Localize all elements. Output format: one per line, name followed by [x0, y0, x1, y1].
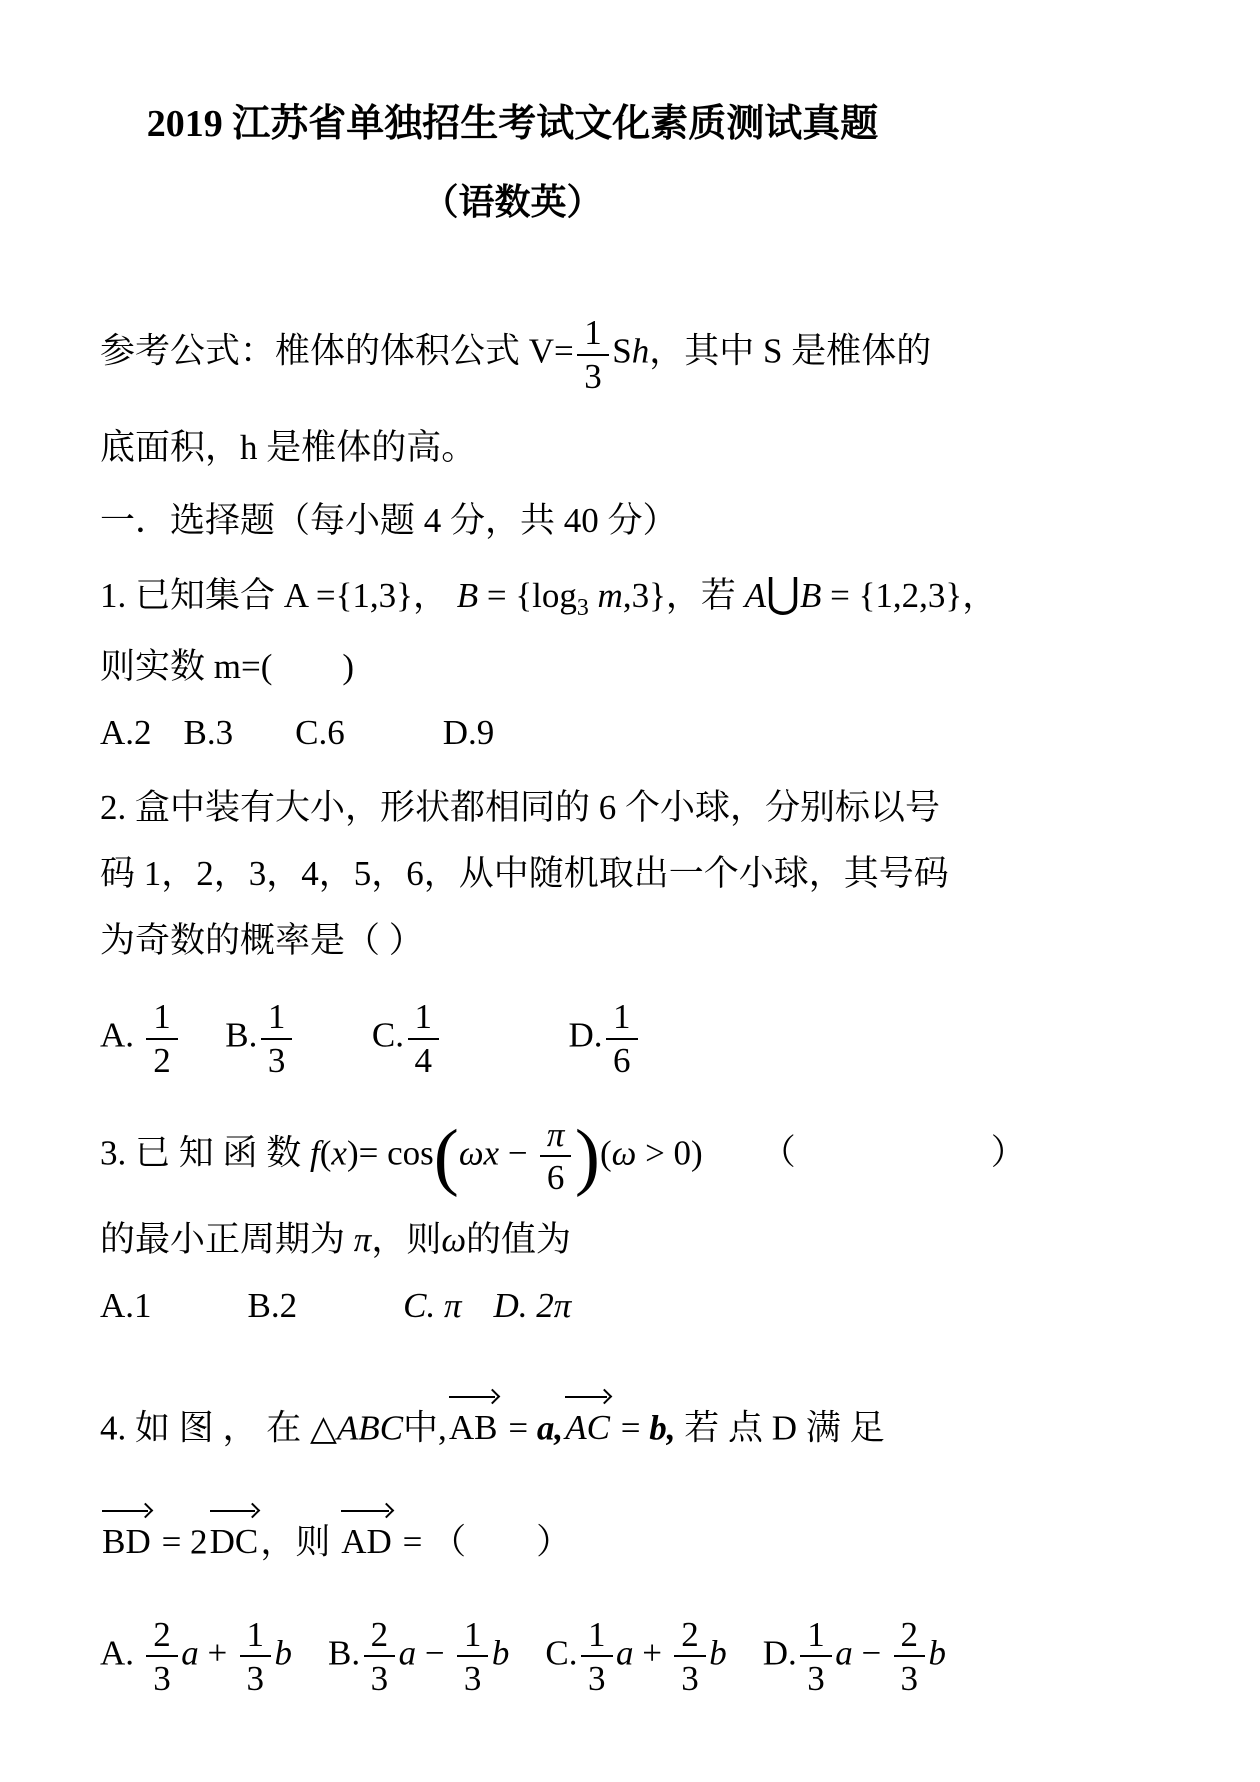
q1-set2: {1,2,3}	[858, 576, 963, 616]
q1-log: {log	[515, 576, 577, 616]
vector-arrow-icon	[341, 1504, 392, 1517]
option-label: B.	[225, 1015, 258, 1055]
fraction: $\frac{1}{4}$	[408, 997, 440, 1080]
q3-equals-cos: )= cos	[346, 1133, 434, 1173]
option-label: D.	[568, 1015, 603, 1055]
operator: +	[198, 1633, 237, 1673]
q4-text: 4. 如 图 ， 在	[100, 1408, 311, 1448]
vector-arrow-icon	[565, 1390, 610, 1403]
vector-a: a	[835, 1633, 853, 1673]
fraction: $\frac{1}{6}$	[606, 997, 638, 1080]
q1-var-m: m	[588, 576, 623, 616]
answer-paren-open: （	[760, 1133, 796, 1173]
question-2-line2: 码 1，2，3，4，5，6，从中随机取出一个小球，其号码	[100, 854, 949, 894]
q1-var-a: A	[744, 576, 767, 616]
option-a: A.2	[100, 713, 152, 753]
vector-ac: AC	[565, 1385, 610, 1455]
fraction: $\frac{2}{3}$	[364, 1615, 396, 1698]
option-d	[763, 1615, 946, 1698]
ref-s: S	[612, 331, 632, 371]
q3-text: 的值为	[466, 1219, 572, 1259]
q4-vector-a: a,	[536, 1408, 564, 1448]
question-2-line1: 2. 盒中装有大小，形状都相同的 6 个小球，分别标以号	[100, 787, 941, 827]
q4-text: 若 点 D 满 足	[675, 1408, 885, 1448]
option-b	[328, 1615, 509, 1698]
option-c	[372, 997, 443, 1080]
question-1-line2: 则实数 m=( )	[100, 646, 355, 686]
q3-cond-omega: ω	[611, 1133, 637, 1173]
option-c: C.6	[295, 713, 345, 753]
vector-dc: DC	[210, 1499, 259, 1569]
option-c	[545, 1615, 726, 1698]
q3-cond: > 0)	[636, 1133, 703, 1173]
q3-minus: −	[499, 1133, 537, 1173]
option-label: C.	[371, 1015, 404, 1055]
fraction: $\frac{2}{3}$	[894, 1615, 926, 1698]
vector-a: a	[398, 1633, 417, 1673]
question-4-line2	[100, 1499, 1160, 1569]
option-b	[225, 997, 296, 1080]
fraction-pi-sixth: $\frac{\pi}{6}$	[540, 1115, 572, 1198]
fraction-one-third: $\frac{1}{3}$	[577, 313, 609, 396]
fraction: $\frac{1}{3}$	[457, 1615, 489, 1698]
q1-var-b: B	[456, 576, 479, 616]
vector-b: b	[928, 1633, 947, 1673]
option-label: B.	[328, 1633, 361, 1673]
exam-title: 2019 江苏省单独招生考试文化素质测试真题	[146, 103, 879, 145]
operator: −	[852, 1633, 891, 1673]
q3-paren: (	[319, 1133, 332, 1173]
fraction: $\frac{1}{3}$	[261, 997, 293, 1080]
q4-text: =	[612, 1408, 650, 1448]
option-d: D.9	[442, 713, 495, 753]
big-open-paren: (	[433, 1114, 459, 1198]
ref-prefix: 参考公式：椎体的体积公式 V=	[100, 331, 574, 371]
question-1-options	[100, 707, 1160, 760]
q3-cond: (	[599, 1133, 612, 1173]
q4-text: 中,	[403, 1408, 447, 1448]
exam-subtitle: （语数英）	[422, 182, 603, 222]
vector-b: b	[274, 1633, 293, 1673]
answer-paren-close: ）	[990, 1133, 1026, 1173]
fraction: $\frac{1}{3}$	[800, 1615, 832, 1698]
q1-set1: {1,3}	[335, 576, 413, 616]
q3-text: 3. 已 知 函 数	[100, 1133, 311, 1173]
question-3-options	[100, 1280, 1160, 1333]
vector-ab: AB	[449, 1385, 498, 1455]
q4-text: = （ ）	[393, 1522, 572, 1562]
q4-text: =	[499, 1408, 537, 1448]
operator: +	[633, 1633, 671, 1673]
question-4-options	[100, 1615, 1160, 1698]
question-4-line1	[100, 1385, 1160, 1455]
option-label: D.	[762, 1633, 797, 1673]
q1-text: 1. 已知集合 A =	[100, 576, 336, 616]
vector-ad: AD	[341, 1499, 392, 1569]
reference-formula-line1	[100, 313, 1160, 396]
vector-arrow-icon	[102, 1504, 151, 1517]
fraction: $\frac{1}{3}$	[581, 1615, 613, 1698]
option-d: D. 2π	[493, 1286, 572, 1326]
fraction: $\frac{1}{3}$	[240, 1615, 272, 1698]
q1-text: ,3}	[622, 576, 666, 616]
question-1-line1	[100, 563, 1160, 627]
big-close-paren: )	[574, 1114, 600, 1198]
q1-var-b2: B	[799, 576, 822, 616]
fraction: $\frac{2}{3}$	[146, 1615, 178, 1698]
q1-log-subscript: 3	[576, 595, 589, 622]
ref-suffix: ，其中 S 是椎体的	[649, 331, 932, 371]
q1-text: =	[821, 576, 859, 616]
q4-vector-b: b,	[649, 1408, 676, 1448]
vector-b: b	[709, 1633, 727, 1673]
option-a: A.1	[100, 1286, 152, 1326]
q3-pi: π	[353, 1219, 372, 1259]
option-label: C.	[545, 1633, 578, 1673]
vector-bd: BD	[102, 1499, 151, 1569]
q4-triangle-abc: △ABC	[310, 1408, 404, 1448]
q3-text: ，则	[371, 1219, 442, 1259]
q3-x: x	[331, 1133, 347, 1173]
option-c: C. π	[403, 1286, 462, 1326]
option-a	[100, 1615, 292, 1698]
fraction: $\frac{2}{3}$	[674, 1615, 706, 1698]
operator: −	[416, 1633, 454, 1673]
q1-text: ，	[412, 576, 457, 616]
question-2-line3: 为奇数的概率是（ ）	[100, 920, 424, 960]
question-3-line2	[100, 1214, 1160, 1267]
title-block	[100, 96, 1160, 229]
q3-text: 的最小正周期为	[100, 1219, 354, 1259]
section-heading: 一．选择题（每小题 4 分，共 40 分）	[100, 500, 678, 540]
question-2-options	[100, 997, 1160, 1080]
option-b: B.3	[183, 713, 234, 753]
option-label: A.	[100, 1015, 135, 1055]
question-3-line1	[100, 1115, 1160, 1198]
q1-text: ，若	[665, 576, 745, 616]
vector-a: a	[616, 1633, 634, 1673]
q1-text: ，	[962, 576, 998, 616]
vector-a: a	[181, 1633, 199, 1673]
option-d	[569, 997, 642, 1080]
q3-f: f	[310, 1133, 320, 1173]
option-b: B.2	[247, 1286, 298, 1326]
option-label: A.	[100, 1633, 143, 1673]
union-symbol: ⋃	[766, 570, 800, 617]
fraction: $\frac{1}{2}$	[146, 997, 178, 1080]
q3-omega: ω	[441, 1219, 467, 1259]
reference-formula-line2: 底面积，h 是椎体的高。	[100, 428, 477, 468]
vector-arrow-icon	[449, 1390, 498, 1403]
q4-text: ，则	[260, 1522, 340, 1562]
q3-omega-x: ωx	[458, 1133, 500, 1173]
option-a	[100, 997, 181, 1080]
vector-arrow-icon	[210, 1504, 259, 1517]
q1-text: =	[478, 576, 516, 616]
vector-b: b	[491, 1633, 510, 1673]
q4-text: = 2	[152, 1522, 208, 1562]
ref-h: h	[631, 331, 650, 371]
